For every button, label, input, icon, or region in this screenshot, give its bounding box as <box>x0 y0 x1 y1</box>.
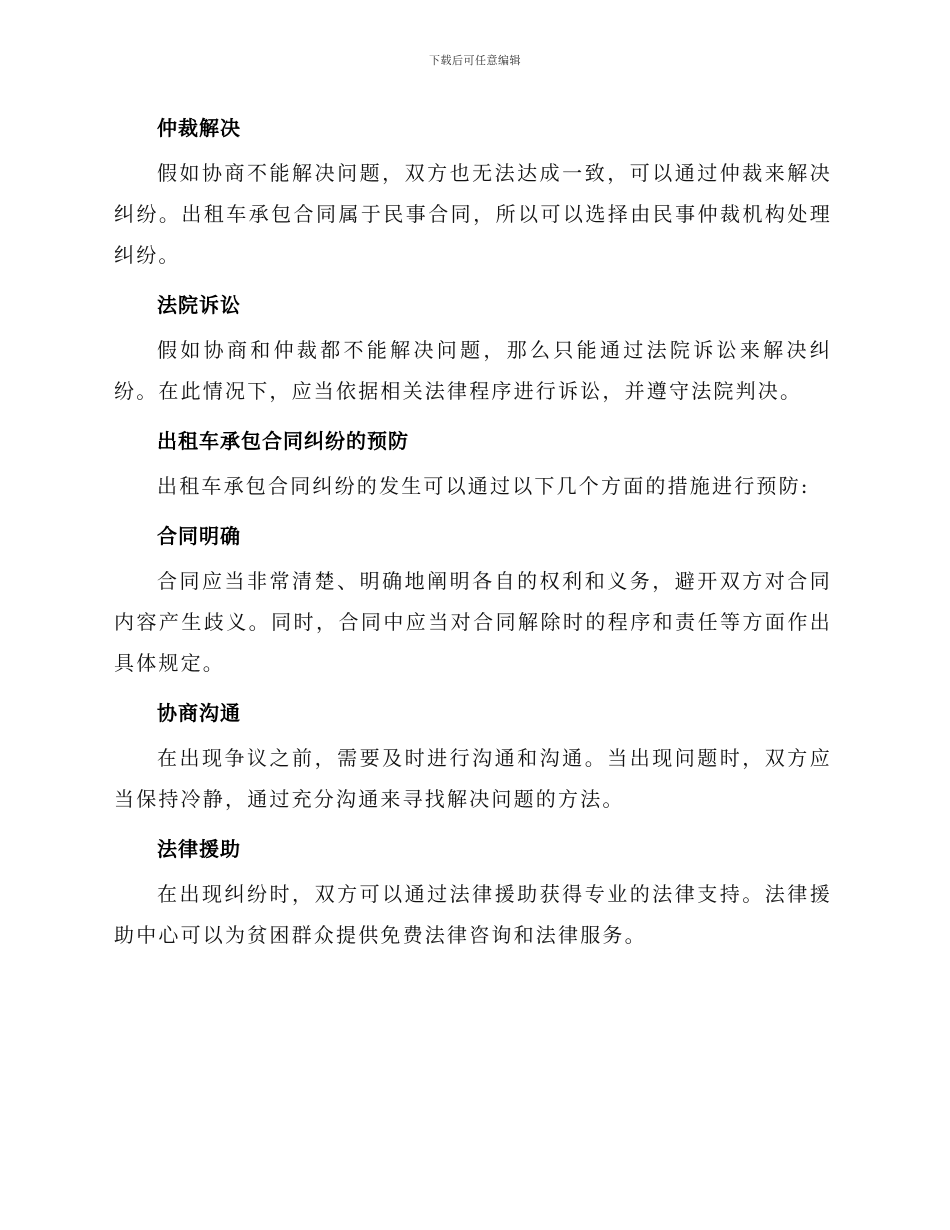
document-body <box>114 110 832 956</box>
section-heading-legal-aid: 法律援助 <box>157 837 241 861</box>
page-header: 下载后可任意编辑 <box>429 54 521 67</box>
section-heading-arbitration: 仲裁解决 <box>157 116 241 140</box>
section-paragraph-negotiation: 在出现争议之前，需要及时进行沟通和沟通。当出现问题时，双方应当保持冷静，通过充分沟通来寻找解决问题的方法。 <box>114 746 832 811</box>
section-heading-prevention: 出租车承包合同纠纷的预防 <box>157 429 409 453</box>
section-paragraph-litigation: 假如协商和仲裁都不能解决问题，那么只能通过法院诉讼来解决纠纷。在此情况下，应当依据相关法律程序进行诉讼，并遵守法院判决。 <box>114 338 832 403</box>
section-paragraph-legal-aid: 在出现纠纷时，双方可以通过法律援助获得专业的法律支持。法律援助中心可以为贫困群众提供免费法律咨询和法律服务。 <box>114 882 832 947</box>
section-paragraph-clear-contract: 合同应当非常清楚、明确地阐明各自的权利和义务，避开双方对合同内容产生歧义。同时，合同中应当对合同解除时的程序和责任等方面作出具体规定。 <box>114 569 832 675</box>
section-heading-negotiation: 协商沟通 <box>157 701 241 725</box>
section-heading-litigation: 法院诉讼 <box>157 293 241 317</box>
section-heading-clear-contract: 合同明确 <box>157 524 241 548</box>
section-paragraph-prevention: 出租车承包合同纠纷的发生可以通过以下几个方面的措施进行预防: <box>157 474 810 498</box>
section-paragraph-arbitration: 假如协商不能解决问题，双方也无法达成一致，可以通过仲裁来解决纠纷。出租车承包合同属于民事合同，所以可以选择由民事仲裁机构处理纠纷。 <box>114 161 832 267</box>
